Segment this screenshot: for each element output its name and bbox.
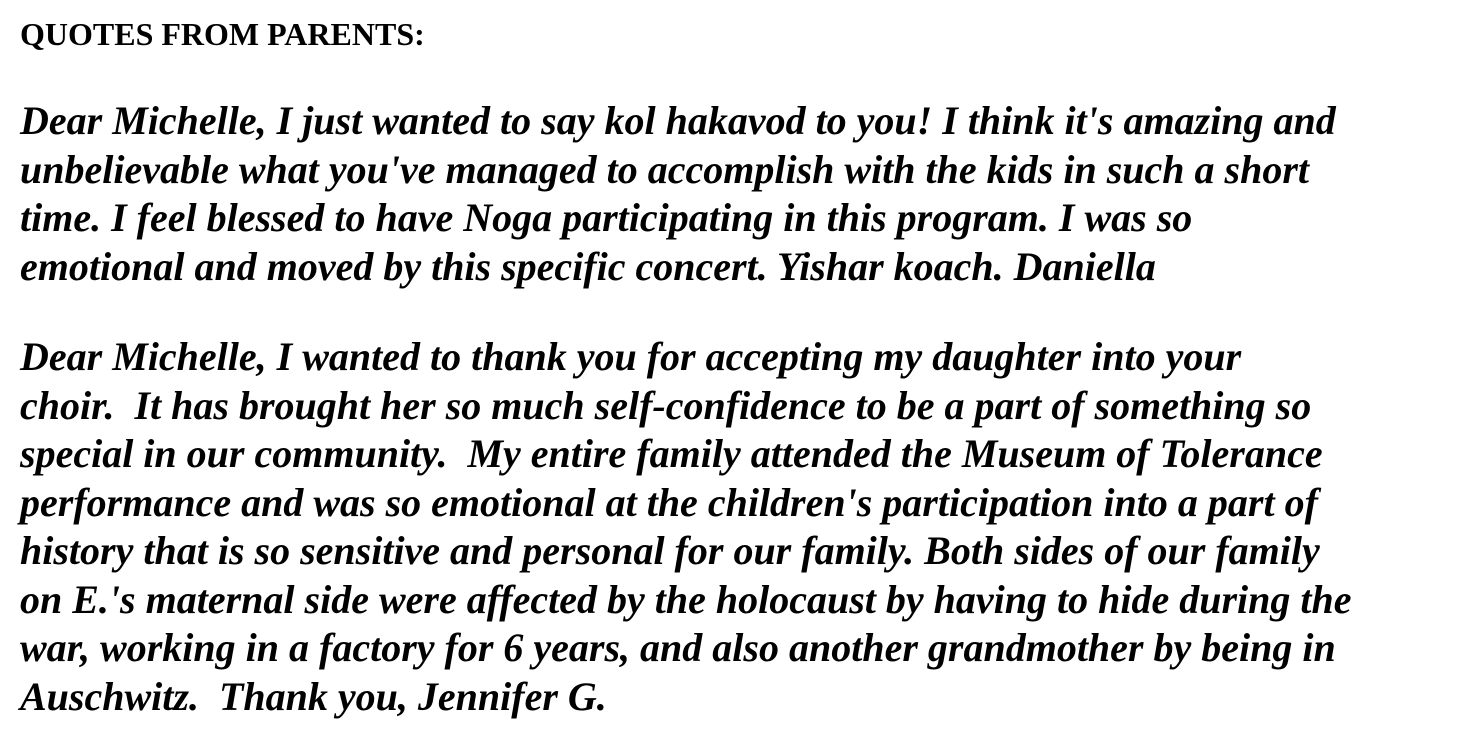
quote-line: Auschwitz. Thank you, Jennifer G. [20, 673, 607, 719]
quote-line: unbelievable what you've managed to accomplish with the kids in such a short [20, 146, 1310, 192]
quote-line: performance and was so emotional at the children's participation into a part of [20, 479, 1318, 525]
quote-line: special in our community. My entire family attended the Museum of Tolerance [20, 431, 1323, 476]
quote-line: war, working in a factory for 6 years, and also another grandmother by being in [20, 625, 1336, 670]
quote-line: emotional and moved by this specific concert. Yishar koach. Daniella [20, 243, 1156, 289]
quote-line: choir. It has brought her so much self-confidence to be a part of something so [20, 382, 1312, 428]
section-heading: QUOTES FROM PARENTS: [20, 16, 425, 52]
parent-quote-daniella [20, 97, 1336, 291]
parent-quote-jennifer [20, 333, 1352, 721]
quote-line: Dear Michelle, I wanted to thank you for accepting my daughter into your [20, 334, 1242, 379]
quote-line: on E.'s maternal side were affected by the holocaust by having to hide during the [20, 576, 1352, 622]
quote-line: time. I feel blessed to have Noga participating in this program. I was so [20, 195, 1193, 240]
quote-line: Dear Michelle, I just wanted to say kol hakavod to you! I think it's amazing and [20, 98, 1336, 143]
quote-line: history that is so sensitive and personal for our family. Both sides of our family [20, 528, 1320, 573]
